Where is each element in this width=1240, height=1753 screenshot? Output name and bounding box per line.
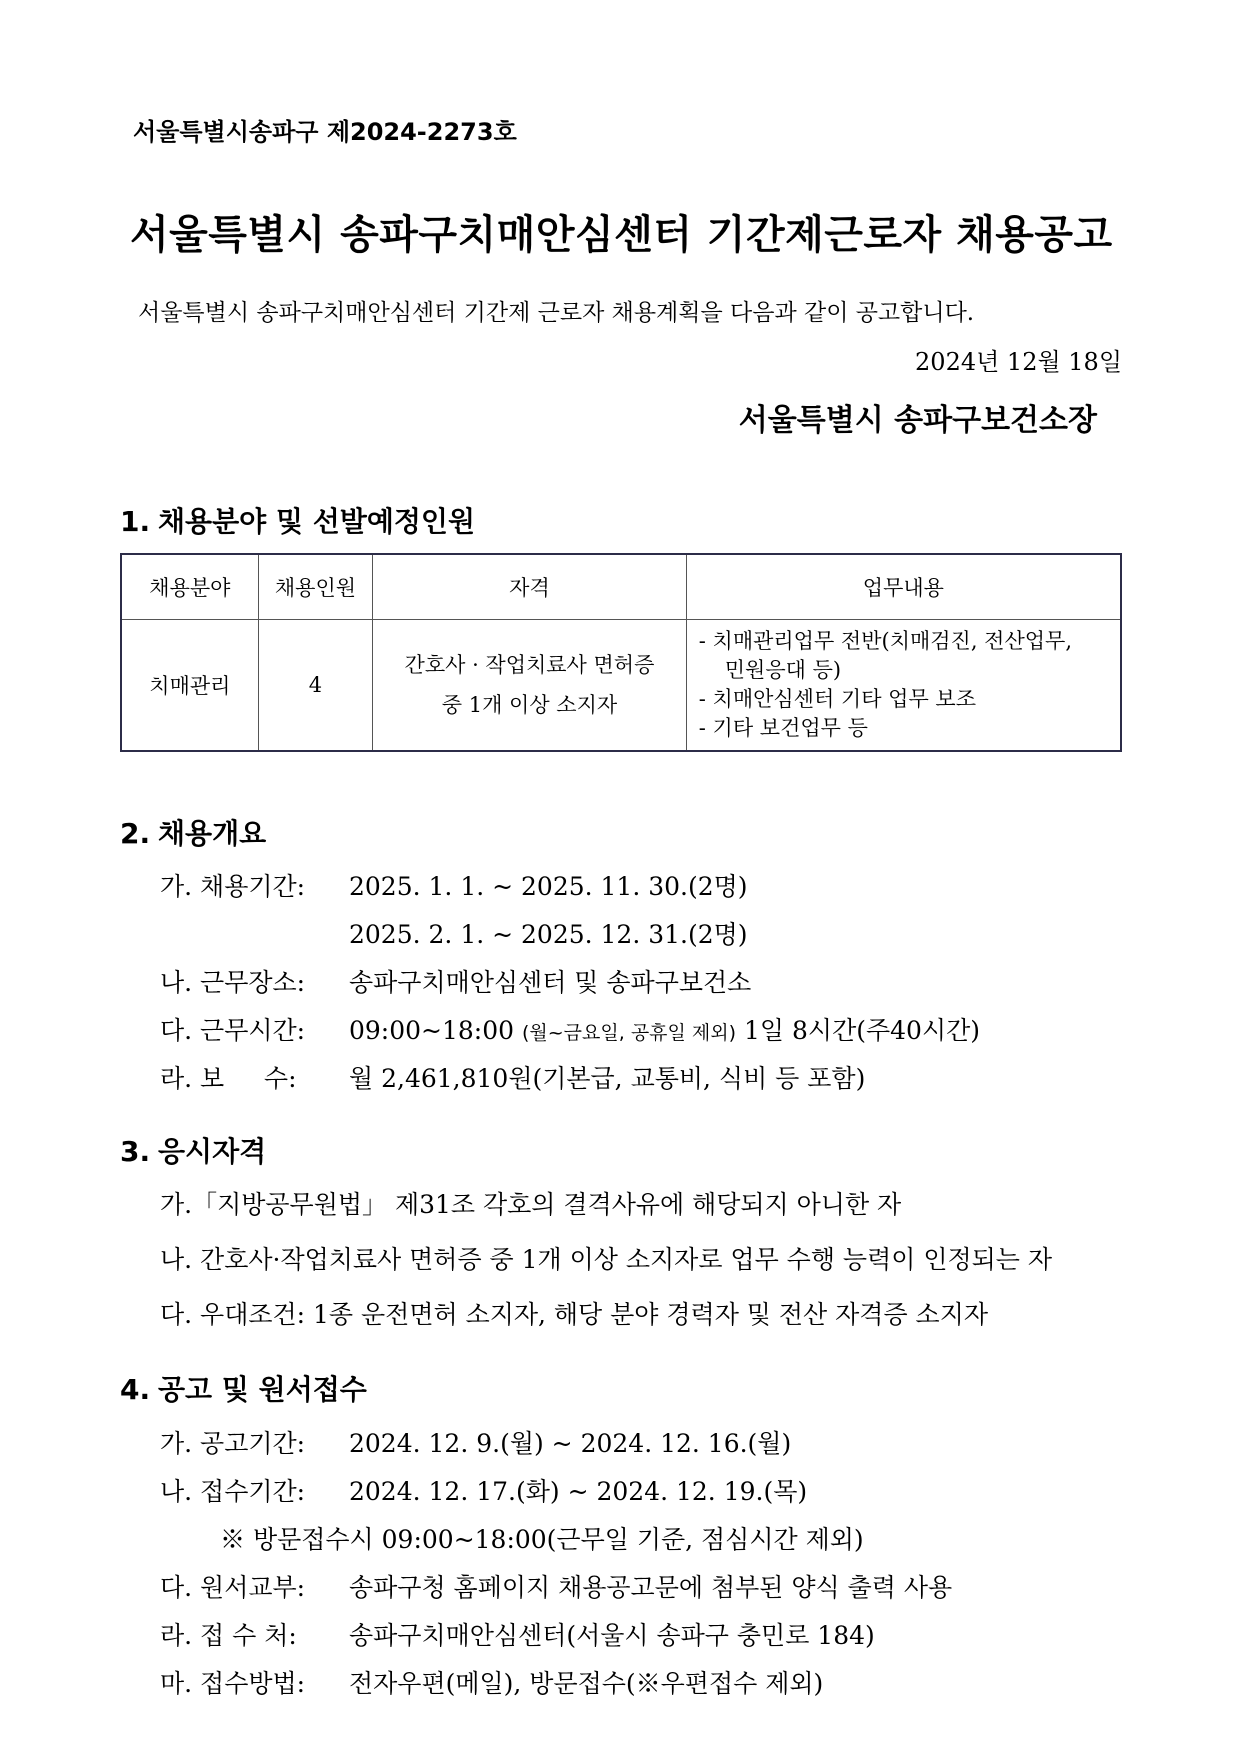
item-label: 라. 보 수: <box>160 1064 297 1093</box>
duty-line: - 치매안심센터 기타 업무 보조 <box>698 687 976 711</box>
section-1-heading <box>120 500 475 540</box>
duty-line: - 치매관리업무 전반(치매검진, 전산업무, <box>698 629 1073 653</box>
item-value: 전자우편(메일), 방문접수(※우편접수 제외) <box>349 1669 824 1698</box>
list-item <box>160 1616 875 1652</box>
section-title: 응시자격 <box>158 1135 267 1168</box>
item-label: 마. 접수방법: <box>160 1669 306 1698</box>
list-item <box>160 1011 980 1047</box>
list-item <box>349 915 748 951</box>
column-header: 채용인원 <box>258 554 372 620</box>
item-value: 송파구청 홈페이지 채용공고문에 첨부된 양식 출력 사용 <box>349 1573 953 1602</box>
item-value: 2024. 12. 9.(월) ~ 2024. 12. 16.(월) <box>349 1429 792 1458</box>
page-title: 서울특별시 송파구치매안심센터 기간제근로자 채용공고 <box>130 212 1113 258</box>
duties-cell <box>686 620 1121 752</box>
section-title: 채용개요 <box>158 817 267 850</box>
item-value: 2025. 2. 1. ~ 2025. 12. 31.(2명) <box>349 920 748 949</box>
section-title: 채용분야 및 선발예정인원 <box>158 505 476 538</box>
list-item <box>160 1472 807 1508</box>
section-4-heading <box>120 1368 367 1408</box>
item-label: 다. 근무시간: <box>160 1016 306 1045</box>
section-number: 2. <box>120 817 151 850</box>
item-label: 가. 채용기간: <box>160 872 306 901</box>
column-header: 자격 <box>373 554 687 620</box>
duty-line: - 기타 보건업무 등 <box>698 716 868 740</box>
qualification-line: 간호사 · 작업치료사 면허증 <box>404 653 655 677</box>
item-value: 2024. 12. 17.(화) ~ 2024. 12. 19.(목) <box>349 1477 808 1506</box>
item-label: 나. 접수기간: <box>160 1477 306 1506</box>
list-item <box>160 963 751 999</box>
list-item <box>160 1424 791 1460</box>
list-item: 가.「지방공무원법」 제31조 각호의 결격사유에 해당되지 아니한 자 <box>160 1190 902 1219</box>
qualification-cell <box>373 620 687 752</box>
list-item: 다. 우대조건: 1종 운전면허 소지자, 해당 분야 경력자 및 전산 자격증 소지자 <box>160 1300 988 1329</box>
intro-text: 서울특별시 송파구치매안심센터 기간제 근로자 채용계획을 다음과 같이 공고합니다. <box>138 300 975 326</box>
item-note: (월~금요일, 공휴일 제외) <box>522 1022 737 1044</box>
section-number: 3. <box>120 1135 151 1168</box>
list-item: 나. 간호사·작업치료사 면허증 중 1개 이상 소지자로 업무 수행 능력이 인정되는 자 <box>160 1245 1053 1274</box>
section-number: 4. <box>120 1373 151 1406</box>
table-header-row <box>121 554 1121 620</box>
item-value: 2025. 1. 1. ~ 2025. 11. 30.(2명) <box>349 872 748 901</box>
item-label: 라. 접 수 처: <box>160 1621 297 1650</box>
section-3-heading <box>120 1130 266 1170</box>
item-value: 09:00~18:00 <box>349 1016 515 1045</box>
list-item <box>160 1664 823 1700</box>
item-label: 다. 원서교부: <box>160 1573 306 1602</box>
list-item <box>160 867 748 903</box>
count-cell: 4 <box>258 620 372 752</box>
section-number: 1. <box>120 505 151 538</box>
qualification-line: 중 1개 이상 소지자 <box>441 693 618 717</box>
list-item <box>160 1568 952 1604</box>
announcement-date: 2024년 12월 18일 <box>915 348 1122 376</box>
column-header: 업무내용 <box>686 554 1121 620</box>
item-tail: 1일 8시간(주40시간) <box>744 1016 980 1045</box>
item-value: 월 2,461,810원(기본급, 교통비, 식비 등 포함) <box>349 1064 866 1093</box>
issuer-name: 서울특별시 송파구보건소장 <box>738 403 1097 438</box>
item-label: 가. 공고기간: <box>160 1429 306 1458</box>
field-cell: 치매관리 <box>121 620 258 752</box>
list-item <box>160 1059 865 1095</box>
document-number: 서울특별시송파구 제2024-2273호 <box>133 118 517 146</box>
section-title: 공고 및 원서접수 <box>158 1373 367 1406</box>
duty-line: 민원응대 등) <box>724 658 842 682</box>
recruitment-table <box>120 553 1122 752</box>
column-header: 채용분야 <box>121 554 258 620</box>
item-value: 송파구치매안심센터 및 송파구보건소 <box>349 968 752 997</box>
item-label: 나. 근무장소: <box>160 968 306 997</box>
note-item: ※ 방문접수시 09:00~18:00(근무일 기준, 점심시간 제외) <box>220 1525 864 1554</box>
section-2-heading <box>120 812 266 852</box>
table-row <box>121 620 1121 752</box>
item-value: 송파구치매안심센터(서울시 송파구 충민로 184) <box>349 1621 875 1650</box>
